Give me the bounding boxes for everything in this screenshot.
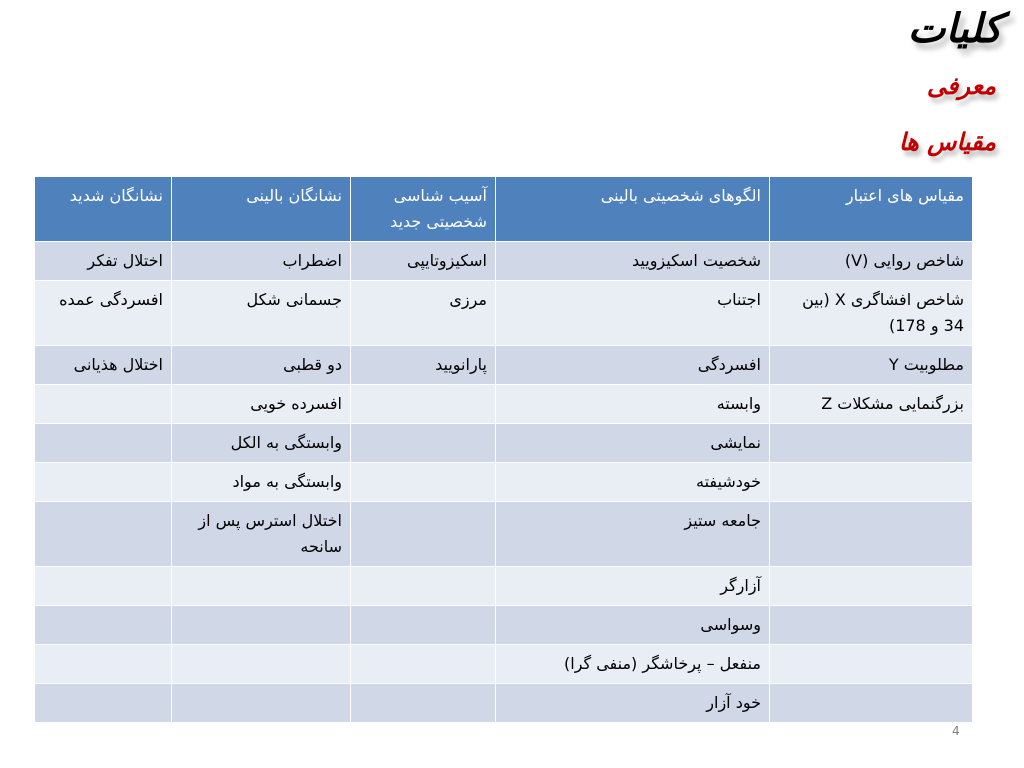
table-cell: افسردگی عمده: [35, 281, 172, 346]
table-cell: اسکیزوتایپی: [351, 242, 496, 281]
table-cell: شخصیت اسکیزویید: [496, 242, 770, 281]
scales-table: [34, 176, 973, 723]
table-cell: [351, 645, 496, 684]
table-cell: [770, 424, 973, 463]
table-cell: بزرگنمایی مشکلات Z: [770, 385, 973, 424]
table-cell: خودشیفته: [496, 463, 770, 502]
table-cell: وابستگی به الکل: [172, 424, 351, 463]
table-cell: [770, 463, 973, 502]
slide-subtitle-scales: مقیاس ها: [898, 128, 996, 156]
header-validity-scales: مقیاس های اعتبار: [770, 177, 973, 242]
slide-page-number: 4: [952, 724, 960, 738]
table-row: [35, 424, 973, 463]
table-row: [35, 242, 973, 281]
table-row: [35, 502, 973, 567]
table-cell: [351, 502, 496, 567]
table-cell: جسمانی شکل: [172, 281, 351, 346]
header-clinical-syndromes: نشانگان بالینی: [172, 177, 351, 242]
table-cell: [35, 684, 172, 723]
table-cell: شاخص روایی (V): [770, 242, 973, 281]
table-cell: مرزی: [351, 281, 496, 346]
table-cell: [770, 645, 973, 684]
table-cell: [770, 502, 973, 567]
slide-title: کلیات: [907, 6, 1002, 52]
table-cell: [770, 567, 973, 606]
table-cell: افسرده خویی: [172, 385, 351, 424]
slide-subtitle-intro: معرفی: [926, 72, 996, 100]
table-cell: [351, 463, 496, 502]
table-cell: مطلوبیت Y: [770, 346, 973, 385]
table-row: [35, 346, 973, 385]
table-cell: [351, 567, 496, 606]
table-cell: [35, 567, 172, 606]
table-row: [35, 567, 973, 606]
table-cell: [351, 424, 496, 463]
table-row: [35, 645, 973, 684]
table-row: [35, 385, 973, 424]
table-cell: [35, 606, 172, 645]
table-cell: خود آزار: [496, 684, 770, 723]
table-cell: [351, 606, 496, 645]
table-cell: [172, 645, 351, 684]
table-cell: [35, 502, 172, 567]
table-cell: پارانویید: [351, 346, 496, 385]
table-row: [35, 606, 973, 645]
table-cell: [172, 684, 351, 723]
header-clinical-personality-patterns: الگوهای شخصیتی بالینی: [496, 177, 770, 242]
table-header-row: [35, 177, 973, 242]
table-cell: وابستگی به مواد: [172, 463, 351, 502]
table-cell: منفعل – پرخاشگر (منفی گرا): [496, 645, 770, 684]
table-cell: [351, 385, 496, 424]
table-cell: نمایشی: [496, 424, 770, 463]
table-cell: [770, 684, 973, 723]
table-cell: اختلال هذیانی: [35, 346, 172, 385]
table-cell: شاخص افشاگری X (بین 34 و 178): [770, 281, 973, 346]
table-row: [35, 684, 973, 723]
header-severe-syndromes: نشانگان شدید: [35, 177, 172, 242]
table-cell: [770, 606, 973, 645]
table-cell: افسردگی: [496, 346, 770, 385]
table-cell: [35, 463, 172, 502]
table-cell: اختلال استرس پس از سانحه: [172, 502, 351, 567]
table-cell: [35, 385, 172, 424]
table-cell: دو قطبی: [172, 346, 351, 385]
table-cell: جامعه ستیز: [496, 502, 770, 567]
table-row: [35, 463, 973, 502]
table-cell: وابسته: [496, 385, 770, 424]
table-cell: وسواسی: [496, 606, 770, 645]
table-cell: [351, 684, 496, 723]
table-cell: اختلال تفکر: [35, 242, 172, 281]
table-cell: [172, 567, 351, 606]
table-cell: آزارگر: [496, 567, 770, 606]
table-row: [35, 281, 973, 346]
table-cell: [35, 645, 172, 684]
table-cell: اضطراب: [172, 242, 351, 281]
table-cell: اجتناب: [496, 281, 770, 346]
table-cell: [35, 424, 172, 463]
header-severe-personality-pathology: آسیب شناسی شخصیتی جدید: [351, 177, 496, 242]
table-cell: [172, 606, 351, 645]
